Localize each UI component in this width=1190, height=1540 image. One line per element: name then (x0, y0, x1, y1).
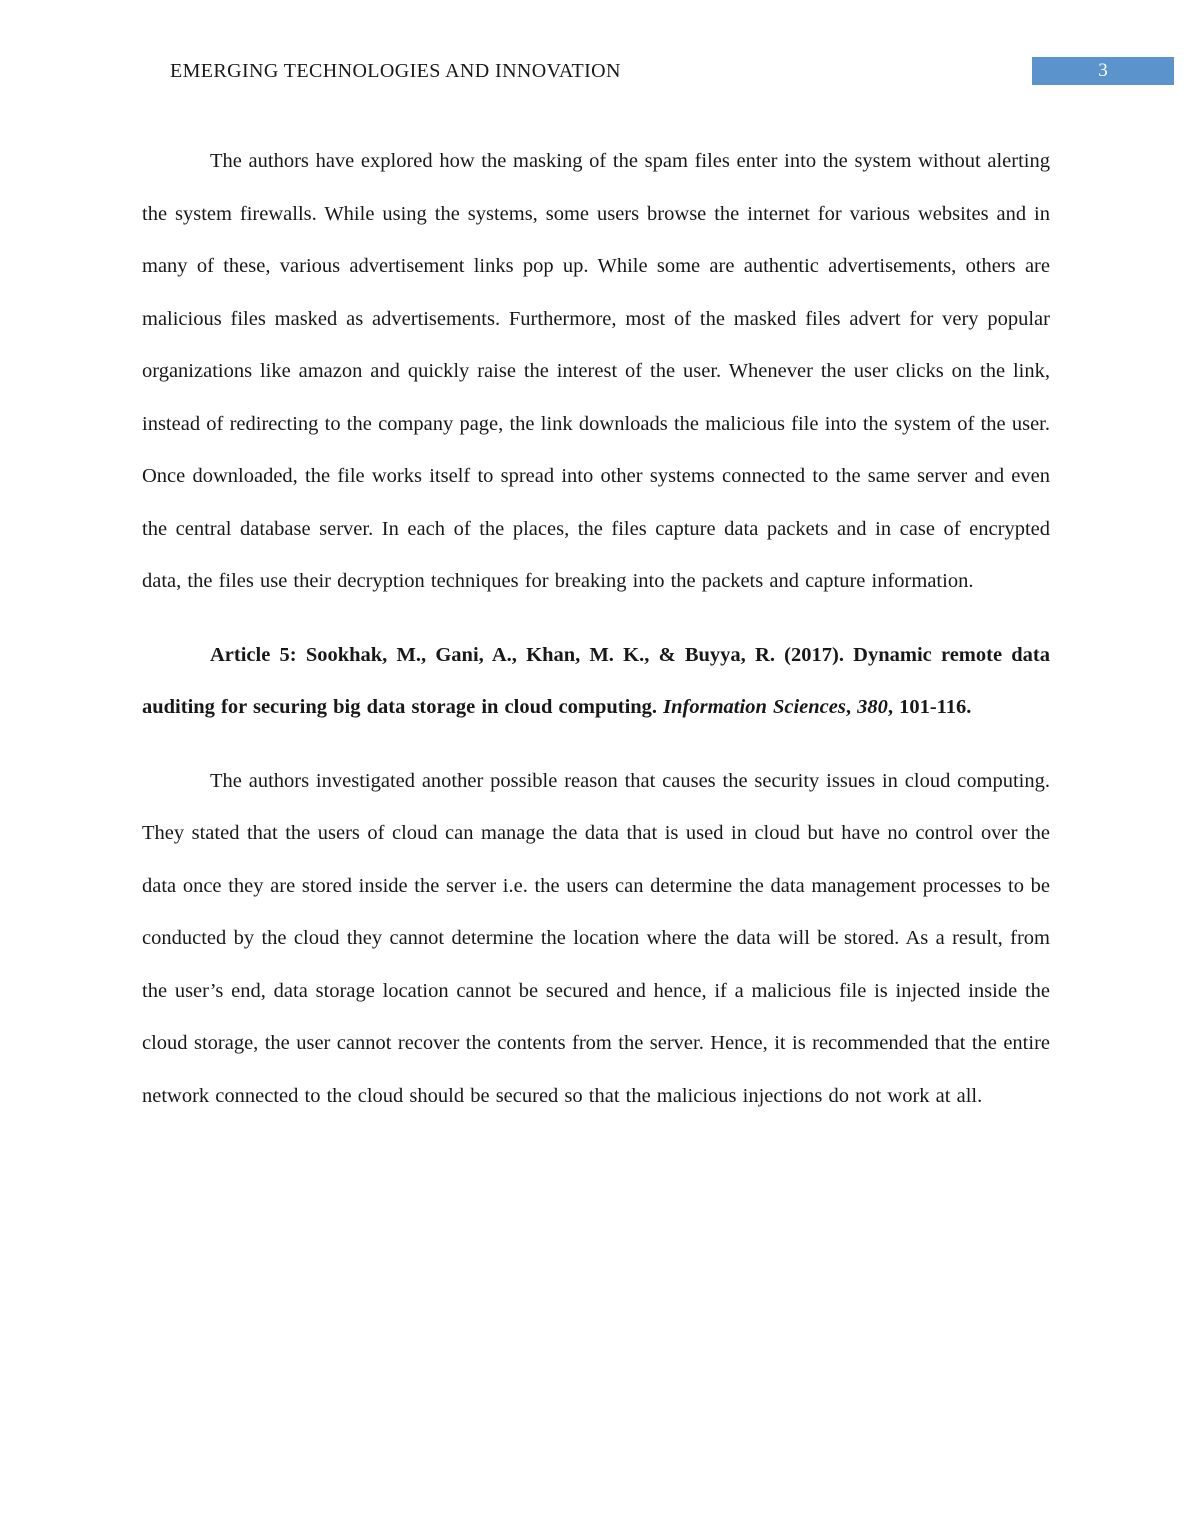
page-number-badge (1032, 57, 1174, 85)
citation-journal-name: Information Sciences (663, 696, 846, 718)
paragraph-article-5-citation (142, 629, 1050, 734)
citation-text-lead: Article 5: Sookhak, M., Gani, A., Khan, M. K., & Buyya, R. (2017). Dynamic remote data auditing for securing big data storage in cloud computing. (142, 643, 1050, 718)
citation-pages: , 101-116. (887, 696, 972, 718)
paragraph-spam-files: The authors have explored how the masking of the spam files enter into the system without alerting the system firewalls. While using the systems, some users browse the internet for various websites and in many of these, various advertisement links pop up. While some are authentic advertisements, others are malicious files masked as advertisements. Furthermore, most of the masked files advert for very popular organizations like amazon and quickly raise the interest of the user. Whenever the user clicks on the link, instead of redirecting to the company page, the link downloads the malicious file into the system of the user. Once downloaded, the file works itself to spread into other systems connected to the same server and even the central database server. In each of the places, the files capture data packets and in case of encrypted data, the files use their decryption techniques for breaking into the packets and capture information. (142, 150, 1050, 592)
citation-separator: , (845, 696, 858, 718)
running-head: EMERGING TECHNOLOGIES AND INNOVATION (170, 60, 621, 82)
paragraph-cloud-auditing: The authors investigated another possible reason that causes the security issues in cloud computing. They stated that the users of cloud can manage the data that is used in cloud but have no control over the data once they are stored inside the server i.e. the users can determine the data management processes to be conducted by the cloud they cannot determine the location where the data will be stored. As a result, from the user’s end, data storage location cannot be secured and hence, if a malicious file is injected inside the cloud storage, the user cannot recover the contents from the server. Hence, it is recommended that the entire network connected to the cloud should be secured so that the malicious injections do not work at all. (142, 769, 1050, 1107)
page-header (142, 55, 1108, 87)
document-body (142, 135, 1050, 1122)
page-number: 3 (1098, 60, 1108, 81)
citation-volume: 380 (857, 696, 888, 718)
